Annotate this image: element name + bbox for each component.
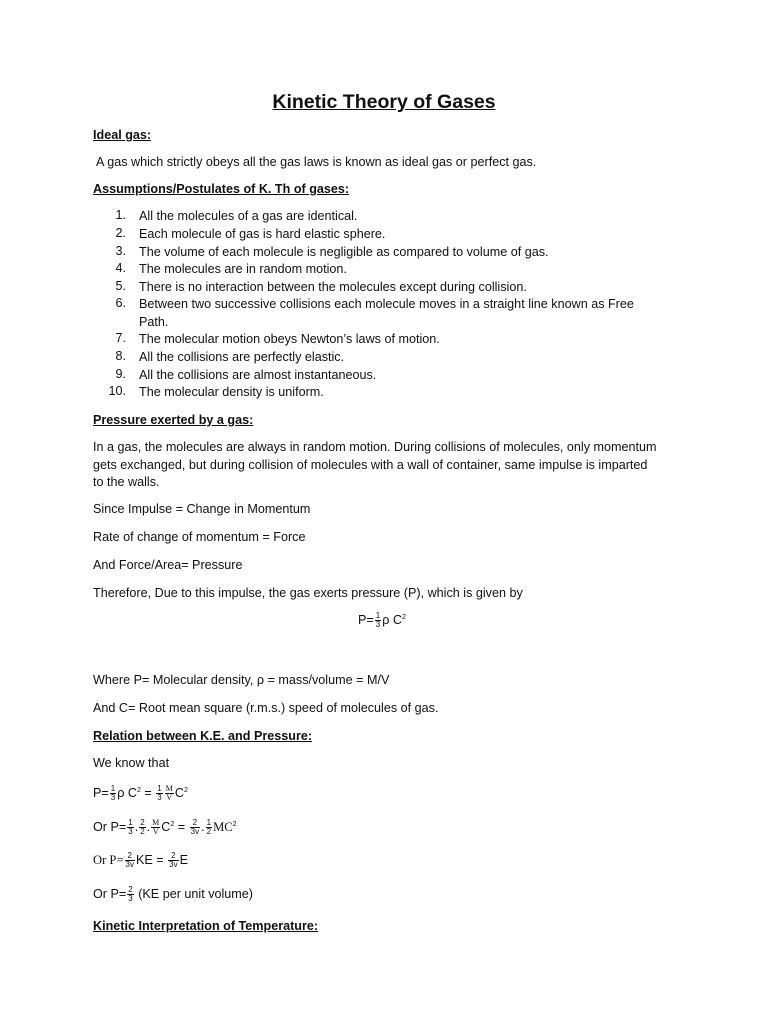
list-item-number: 2. — [115, 226, 126, 240]
list-item-number: 4. — [115, 261, 126, 275]
list-item-text: All the collisions are perfectly elastic. — [139, 350, 345, 364]
equation-tail: (KE per unit volume) — [138, 887, 253, 901]
list-item-number: 9. — [115, 367, 126, 381]
list-item-text: The molecular motion obeys Newton’s laws of motion. — [139, 332, 440, 346]
list-item-text: The volume of each molecule is negligible as compared to volume of gas. — [139, 245, 549, 259]
list-item-text: Each molecule of gas is hard elastic sphere. — [139, 227, 386, 241]
pressure-equation: P= $\frac{1}{3}$ ρ $C^2$ — [358, 611, 406, 630]
list-item-text: Between two successive collisions each molecule moves in a straight line known as Free — [139, 297, 634, 311]
ideal-gas-definition: A gas which strictly obeys all the gas laws is known as ideal gas or perfect gas. — [96, 155, 537, 169]
list-item-text: All the collisions are almost instantaneous. — [139, 368, 377, 382]
equation-line-4: Or P= $\frac{2}{3}$ (KE per unit volume) — [93, 885, 253, 904]
pressure-paragraph-line: gets exchanged, but during collision of molecules with a wall of container, same impulse is imparted — [93, 458, 648, 472]
list-item-number: 5. — [115, 279, 126, 293]
heading-relation: Relation between K.E. and Pressure: — [93, 729, 313, 743]
heading-pressure: Pressure exerted by a gas: — [93, 413, 254, 427]
rms-definition: And C= Root mean square (r.m.s.) speed of molecules of gas. — [93, 701, 439, 715]
page-title: Kinetic Theory of Gases — [272, 91, 496, 113]
equation-line-2: Or P= $\frac{1}{3}$ . $\frac{2}{2}$ . $\frac{M}{V}$ $C^2$ = $\frac{2}{3v}$ . $\frac{1}{2}$ $MC^2$ — [93, 818, 237, 837]
list-item-text: The molecules are in random motion. — [139, 262, 347, 276]
we-know-text: We know that — [93, 756, 170, 770]
pressure-paragraph-line: In a gas, the molecules are always in random motion. During collisions of molecules, only momentum — [93, 440, 657, 454]
list-item-text: All the molecules of a gas are identical. — [139, 209, 358, 223]
list-item-text-continuation: Path. — [139, 315, 169, 329]
list-item-text: There is no interaction between the molecules except during collision. — [139, 280, 527, 294]
impulse-statement: Since Impulse = Change in Momentum — [93, 502, 311, 516]
list-item-number: 3. — [115, 244, 126, 258]
list-item-number: 1. — [115, 208, 126, 222]
where-definition: Where P= Molecular density, ρ = mass/volume = M/V — [93, 673, 390, 687]
heading-ideal-gas: Ideal gas: — [93, 128, 152, 142]
list-item-number: 6. — [115, 296, 126, 310]
pressure-statement: And Force/Area= Pressure — [93, 558, 243, 572]
list-item-number: 8. — [115, 349, 126, 363]
list-item-number: 7. — [115, 331, 126, 345]
pressure-paragraph-line: to the walls. — [93, 475, 160, 489]
force-statement: Rate of change of momentum = Force — [93, 530, 306, 544]
list-item-number: 10. — [108, 384, 126, 398]
heading-assumptions: Assumptions/Postulates of K. Th of gases: — [93, 182, 350, 196]
therefore-statement: Therefore, Due to this impulse, the gas exerts pressure (P), which is given by — [93, 586, 523, 600]
heading-kinetic-interpretation: Kinetic Interpretation of Temperature: — [93, 919, 319, 933]
equation-line-1: P= $\frac{1}{3}$ ρ $C^2$ = $\frac{1}{3}$ $\frac{M}{V}$ $C^2$ — [93, 784, 188, 803]
equation-line-3: Or P= $\frac{2}{3v}$ KE = $\frac{2}{3v}$ E — [93, 851, 189, 870]
list-item-text: The molecular density is uniform. — [139, 385, 324, 399]
